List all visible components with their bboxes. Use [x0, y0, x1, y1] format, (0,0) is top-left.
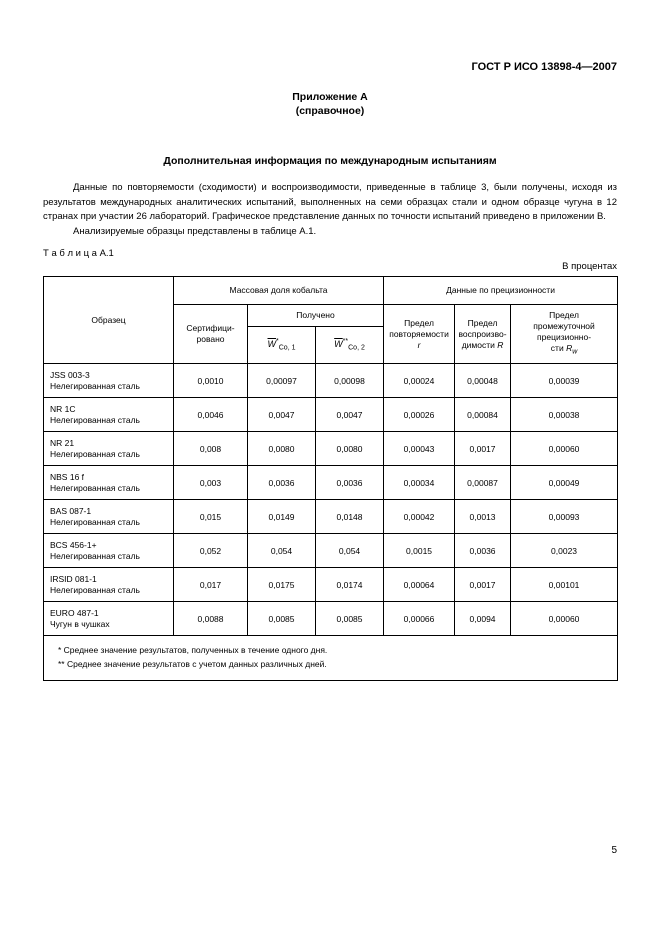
cell-w1: 0,0085 — [248, 602, 316, 636]
cell-reproducibility: 0,0017 — [455, 568, 511, 602]
cell-certified: 0,0088 — [174, 602, 248, 636]
cell-w1: 0,054 — [248, 534, 316, 568]
cell-w2: 0,0085 — [316, 602, 384, 636]
header-precision-group: Данные по прецизионности — [384, 277, 618, 305]
cell-intermediate: 0,00060 — [511, 432, 618, 466]
header-certified: Сертифици- ровано — [174, 305, 248, 364]
header-mass-fraction-group: Массовая доля кобальта — [174, 277, 384, 305]
footnote-2: ** Среднее значение результатов с учетом данных различных дней. — [58, 659, 327, 669]
cell-sample — [44, 398, 174, 432]
cell-w2: 0,0148 — [316, 500, 384, 534]
annex-subtitle: (справочное) — [295, 105, 365, 117]
footnote-1: * Среднее значение результатов, полученных в течение одного дня. — [58, 645, 328, 655]
cell-intermediate: 0,00093 — [511, 500, 618, 534]
cell-w2: 0,0174 — [316, 568, 384, 602]
header-intermediate-precision-limit: Предел промежуточной прецизионно- сти $R_w$ — [511, 305, 618, 364]
cell-sample — [44, 602, 174, 636]
cell-sample — [44, 466, 174, 500]
cell-reproducibility: 0,00048 — [455, 364, 511, 398]
cell-w2: 0,0080 — [316, 432, 384, 466]
cell-intermediate: 0,00038 — [511, 398, 618, 432]
document-code: ГОСТ Р ИСО 13898-4—2007 — [471, 61, 617, 73]
sample-type: Чугун в чушках — [50, 618, 110, 629]
table-row — [44, 364, 618, 398]
sample-name: NR 1C — [50, 403, 76, 414]
header-row-1 — [44, 277, 618, 305]
table-row — [44, 534, 618, 568]
cell-sample — [44, 364, 174, 398]
cell-sample — [44, 500, 174, 534]
cell-repeatability: 0,00066 — [384, 602, 455, 636]
cell-reproducibility: 0,0013 — [455, 500, 511, 534]
cell-certified: 0,052 — [174, 534, 248, 568]
cell-w1: 0,0047 — [248, 398, 316, 432]
data-table — [43, 276, 618, 681]
cell-repeatability: 0,00034 — [384, 466, 455, 500]
cell-certified: 0,003 — [174, 466, 248, 500]
sample-name: BAS 087-1 — [50, 505, 92, 516]
table-row — [44, 500, 618, 534]
header-w-co-2: $\overline{W}^{**}_{Co, 2}$ — [316, 327, 384, 364]
cell-reproducibility: 0,0017 — [455, 432, 511, 466]
paragraph-2-text: Анализируемые образцы представлены в таблице А.1. — [73, 225, 317, 237]
sample-type: Нелегированная сталь — [50, 448, 140, 459]
table-row — [44, 398, 618, 432]
cell-reproducibility: 0,00087 — [455, 466, 511, 500]
sample-type: Нелегированная сталь — [50, 584, 140, 595]
sample-type: Нелегированная сталь — [50, 414, 140, 425]
units-note: В процентах — [562, 261, 617, 272]
sample-type: Нелегированная сталь — [50, 380, 140, 391]
cell-certified: 0,017 — [174, 568, 248, 602]
cell-reproducibility: 0,0094 — [455, 602, 511, 636]
header-obtained-group: Получено — [248, 305, 384, 327]
sample-type: Нелегированная сталь — [50, 516, 140, 527]
cell-w1: 0,0149 — [248, 500, 316, 534]
sample-name: IRSID 081-1 — [50, 573, 97, 584]
header-repeatability-limit: Предел повторяемости r — [384, 305, 455, 364]
cell-w2: 0,0036 — [316, 466, 384, 500]
cell-repeatability: 0,00024 — [384, 364, 455, 398]
cell-w1: 0,0080 — [248, 432, 316, 466]
cell-certified: 0,0046 — [174, 398, 248, 432]
cell-certified: 0,0010 — [174, 364, 248, 398]
cell-intermediate: 0,00060 — [511, 602, 618, 636]
table-row — [44, 602, 618, 636]
header-w-co-1: $\overline{W}^*_{Co, 1}$ — [248, 327, 316, 364]
cell-certified: 0,008 — [174, 432, 248, 466]
cell-repeatability: 0,00043 — [384, 432, 455, 466]
sample-type: Нелегированная сталь — [50, 550, 140, 561]
cell-w1: 0,0036 — [248, 466, 316, 500]
annex-title: Приложение А — [292, 91, 368, 103]
sample-name: NR 21 — [50, 437, 75, 448]
paragraph-1-text: Данные по повторяемости (сходимости) и воспроизводимости, приведенные в таблице 3, были получены, исходя из результатов международных аналитических испытаний, выполненных на семи образцах стали и одном образце чугуна в 12 странах при участии 26 лабораторий. Графическое представление данных по точности испытаний приведено в приложении В. — [43, 182, 617, 222]
page-number: 5 — [611, 845, 617, 856]
cell-reproducibility: 0,0036 — [455, 534, 511, 568]
sample-name: JSS 003-3 — [50, 369, 90, 380]
sample-name: NBS 16 f — [50, 471, 85, 482]
cell-w1: 0,0175 — [248, 568, 316, 602]
cell-repeatability: 0,00026 — [384, 398, 455, 432]
sample-name: EURO 487-1 — [50, 607, 99, 618]
paragraph-2 — [43, 225, 617, 240]
sample-name: BCS 456-1+ — [50, 539, 97, 550]
cell-intermediate: 0,00049 — [511, 466, 618, 500]
header-sample: Образец — [44, 277, 174, 364]
cell-certified: 0,015 — [174, 500, 248, 534]
cell-w1: 0,00097 — [248, 364, 316, 398]
cell-repeatability: 0,0015 — [384, 534, 455, 568]
footnotes-row — [44, 636, 618, 681]
sample-type: Нелегированная сталь — [50, 482, 140, 493]
header-reproducibility-limit: Предел воспроизво- димости R — [455, 305, 511, 364]
cell-sample — [44, 568, 174, 602]
section-title: Дополнительная информация по международным испытаниям — [163, 155, 497, 167]
cell-w2: 0,00098 — [316, 364, 384, 398]
table-row — [44, 568, 618, 602]
cell-reproducibility: 0,00084 — [455, 398, 511, 432]
table-row — [44, 466, 618, 500]
table-row — [44, 432, 618, 466]
cell-w2: 0,0047 — [316, 398, 384, 432]
cell-repeatability: 0,00064 — [384, 568, 455, 602]
cell-intermediate: 0,00101 — [511, 568, 618, 602]
cell-w2: 0,054 — [316, 534, 384, 568]
table-label: Т а б л и ц а А.1 — [43, 248, 114, 259]
cell-intermediate: 0,0023 — [511, 534, 618, 568]
paragraph-1 — [43, 181, 617, 225]
cell-sample — [44, 534, 174, 568]
footnotes-cell — [44, 636, 618, 681]
cell-repeatability: 0,00042 — [384, 500, 455, 534]
cell-intermediate: 0,00039 — [511, 364, 618, 398]
cell-sample — [44, 432, 174, 466]
